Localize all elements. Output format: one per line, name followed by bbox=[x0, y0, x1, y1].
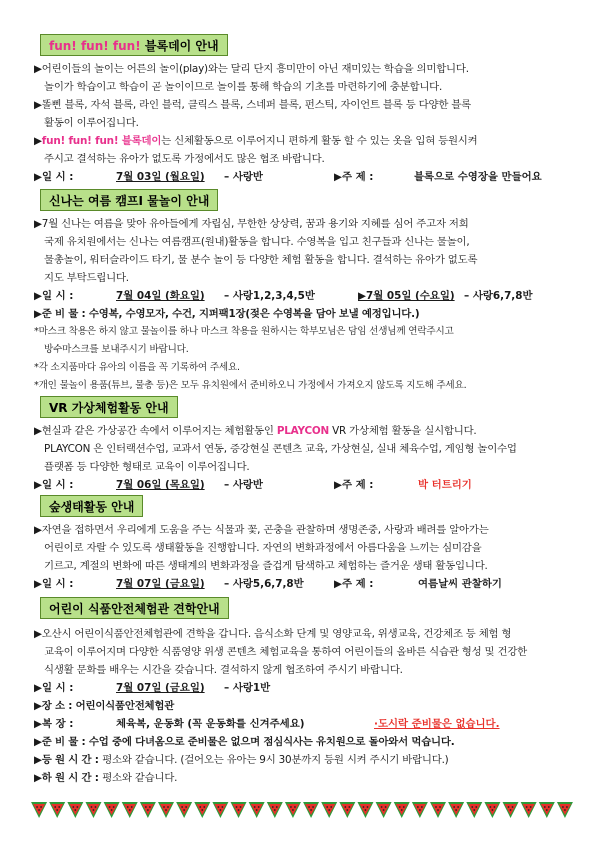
schedule-row: ▶일 시 : 7월 04일 (화요일) – 사랑1,2,3,4,5반 ▶7월 05일 (수요일) – 사랑6,7,8반 bbox=[34, 287, 574, 305]
section-title-food-safety: 어린이 식품안전체험관 견학안내 bbox=[40, 597, 229, 619]
watermelon-slice-icon bbox=[285, 802, 301, 818]
section-title-forest: 숲생태활동 안내 bbox=[40, 495, 143, 517]
schedule-row: ▶일 시 : 7월 06일 (목요일) – 사랑반 ▶주 제 : 박 터트리기 bbox=[34, 476, 574, 494]
watermelon-slice-icon bbox=[376, 802, 392, 818]
watermelon-slice-icon bbox=[448, 802, 464, 818]
paragraph-line: 플랫폼 등 다양한 형태로 교육이 이루어집니다. bbox=[44, 461, 250, 473]
class-value: – 사랑5,6,7,8반 bbox=[224, 578, 304, 590]
schedule-row: ▶일 시 : 7월 07일 (금요일) – 사랑5,6,7,8반 ▶주 제 : 여름날씨 관찰하기 bbox=[34, 575, 574, 593]
watermelon-slice-icon bbox=[104, 802, 120, 818]
leave-line: ▶하 원 시 간 : 평소와 같습니다. bbox=[34, 772, 178, 784]
schedule-row: ▶일 시 : 7월 07일 (금요일) – 사랑1반 bbox=[34, 679, 574, 697]
paragraph-line: 활동이 이루어집니다. bbox=[44, 117, 139, 129]
schedule-row: ▶일 시 : 7월 03일 (월요일) – 사랑반 ▶주 제 : 블록으로 수영장을 만들어요 bbox=[34, 168, 574, 186]
lunch-note: ·도시락 준비물은 없습니다. bbox=[374, 718, 500, 730]
paragraph-line: 놀이가 학습이고 학습이 곧 놀이이므로 놀이를 통해 학습의 기초를 마련하기에 충분합니다. bbox=[44, 81, 443, 93]
paragraph-line: 어린이로 자랄 수 있도록 생태활동을 진행합니다. 자연의 변화과정에서 아름다움을 느끼는 심미감을 bbox=[44, 542, 482, 554]
watermelon-slice-icon bbox=[557, 802, 573, 818]
section-title-vr: VR 가상체험활동 안내 bbox=[40, 396, 178, 418]
watermelon-slice-icon bbox=[503, 802, 519, 818]
watermelon-slice-icon bbox=[339, 802, 355, 818]
watermelon-slice-icon bbox=[249, 802, 265, 818]
paragraph-line: 물총놀이, 워터슬라이드 타기, 물 분수 놀이 등 다양한 체험 활동을 합니다. 결석하는 유아가 없도록 bbox=[44, 254, 478, 266]
date-value: 7월 07일 (금요일) bbox=[116, 682, 205, 694]
watermelon-slice-icon bbox=[303, 802, 319, 818]
theme-value: 박 터트리기 bbox=[418, 479, 472, 491]
watermelon-slice-icon bbox=[521, 802, 537, 818]
watermelon-slice-icon bbox=[539, 802, 555, 818]
place-line: ▶장 소 : 어린이식품안전체험관 bbox=[34, 700, 175, 712]
watermelon-slice-icon bbox=[212, 802, 228, 818]
class-value: – 사랑6,7,8반 bbox=[464, 290, 533, 302]
watermelon-slice-icon bbox=[49, 802, 65, 818]
date-value: ▶7월 05일 (수요일) bbox=[358, 290, 455, 302]
watermelon-slice-icon bbox=[267, 802, 283, 818]
note-line: *각 소지품마다 유아의 이름을 꼭 기록하여 주세요. bbox=[34, 362, 240, 373]
watermelon-slice-icon bbox=[194, 802, 210, 818]
section-title-blockday: fun! fun! fun! 블록데이 안내 bbox=[40, 34, 228, 56]
paragraph-line: 국제 유치원에서는 신나는 여름캠프(원내)활동을 합니다. 수영복을 입고 친구들과 신나는 물놀이, bbox=[44, 236, 470, 248]
watermelon-border bbox=[30, 799, 574, 821]
date-value: 7월 07일 (금요일) bbox=[116, 578, 205, 590]
paragraph-line: 주시고 결석하는 유아가 없도록 가정에서도 많은 협조 바랍니다. bbox=[44, 153, 325, 165]
date-value: 7월 03일 (월요일) bbox=[116, 171, 205, 183]
watermelon-slice-icon bbox=[85, 802, 101, 818]
watermelon-slice-icon bbox=[394, 802, 410, 818]
theme-value: 블록으로 수영장을 만들어요 bbox=[414, 171, 542, 183]
paragraph-line: ▶오산시 어린이식품안전체험관에 견학을 갑니다. 음식소화 단계 및 영양교육, 위생교육, 건강체조 등 체험 형 bbox=[34, 628, 512, 640]
watermelon-slice-icon bbox=[231, 802, 247, 818]
date-value: 7월 06일 (목요일) bbox=[116, 479, 205, 491]
paragraph-line: ▶fun! fun! fun! 블록데이는 신체활동으로 이루어지니 편하게 활동 할 수 있는 옷을 입혀 등원시켜 bbox=[34, 135, 478, 147]
date-value: 7월 04일 (화요일) bbox=[116, 290, 205, 302]
paragraph-line: ▶똘삔 블록, 자석 블록, 라인 블럭, 클릭스 블록, 스네퍼 블록, 펀스틱, 자이언트 블록 등 다양한 블록 bbox=[34, 99, 471, 111]
paragraph-line: 기르고, 계절의 변화에 따른 생태계의 변화과정을 즐겁게 탐색하고 체험하는 즐거운 생태 활동입니다. bbox=[44, 560, 488, 572]
paragraph-line: 교육이 이루어지며 다양한 식품영양 위생 콘텐츠 체험교육을 통하여 어린이들의 올바른 식습관 형성 및 건강한 bbox=[44, 646, 528, 658]
watermelon-slice-icon bbox=[176, 802, 192, 818]
watermelon-slice-icon bbox=[31, 802, 47, 818]
watermelon-slice-icon bbox=[122, 802, 138, 818]
paragraph-line: ▶7월 신나는 여름을 맞아 유아들에게 자립심, 무한한 상상력, 꿈과 용기와 지혜를 심어 주고자 저희 bbox=[34, 218, 469, 230]
clothes-row: ▶복 장 : 체육복, 운동화 (꼭 운동화를 신겨주세요) ·도시락 준비물은 없습니다. bbox=[34, 715, 574, 733]
watermelon-slice-icon bbox=[357, 802, 373, 818]
class-value: – 사랑1반 bbox=[224, 682, 271, 694]
paragraph-line: 식생활 문화를 배우는 시간을 갖습니다. 결석하지 않게 협조하여 주시기 바랍니다. bbox=[44, 664, 403, 676]
watermelon-slice-icon bbox=[466, 802, 482, 818]
section-blockday bbox=[34, 34, 574, 186]
section-summer-camp bbox=[34, 189, 574, 395]
watermelon-slice-icon bbox=[158, 802, 174, 818]
supplies-line: ▶준 비 물 : 수영복, 수영모자, 수건, 지퍼팩1장(젖은 수영복을 담아 보낼 예정입니다.) bbox=[34, 308, 420, 320]
paragraph-line: 지도 부탁드립니다. bbox=[44, 272, 129, 284]
watermelon-slice-icon bbox=[321, 802, 337, 818]
watermelon-slice-icon bbox=[430, 802, 446, 818]
note-line: *마스크 착용은 하지 않고 물놀이를 하나 마스크 착용을 원하시는 학부모님은 담임 선생님께 연락주시고 bbox=[34, 326, 454, 337]
watermelon-slice-icon bbox=[140, 802, 156, 818]
watermelon-slice-icon bbox=[484, 802, 500, 818]
section-food-safety bbox=[34, 597, 574, 787]
note-line: *개인 물놀이 용품(튜브, 물총 등)은 모두 유치원에서 준비하오니 가정에서 가져오지 않도록 지도해 주세요. bbox=[34, 380, 467, 391]
note-line: 방수마스크를 보내주시기 바랍니다. bbox=[44, 344, 189, 355]
paragraph-line: ▶현실과 같은 가상공간 속에서 이루어지는 체험활동인 PLAYCON VR 가상체험 활동을 실시합니다. bbox=[34, 425, 477, 437]
class-value: – 사랑반 bbox=[224, 479, 263, 491]
watermelon-slice-icon bbox=[412, 802, 428, 818]
clothes-value: 체육복, 운동화 (꼭 운동화를 신겨주세요) bbox=[116, 718, 305, 730]
theme-value: 여름날씨 관찰하기 bbox=[418, 578, 502, 590]
class-value: – 사랑1,2,3,4,5반 bbox=[224, 290, 315, 302]
section-title-summer-camp: 신나는 여름 캠프Ⅰ 물놀이 안내 bbox=[40, 189, 218, 211]
supplies-line: ▶준 비 물 : 수업 중에 다녀옴으로 준비물은 없으며 점심식사는 유치원으로 돌아와서 먹습니다. bbox=[34, 736, 455, 748]
paragraph-line: ▶자연을 접하면서 우리에게 도움을 주는 식물과 꽃, 곤충을 관찰하며 생명존중, 사랑과 배려를 알아가는 bbox=[34, 524, 489, 536]
arrive-line: ▶등 원 시 간 : 평소와 같습니다. (걸어오는 유아는 9시 30분까지 등원 시켜 주시기 바랍니다.) bbox=[34, 754, 449, 766]
class-value: – 사랑반 bbox=[224, 171, 263, 183]
watermelon-slice-icon bbox=[67, 802, 83, 818]
section-vr bbox=[34, 396, 574, 494]
section-forest bbox=[34, 495, 574, 593]
paragraph-line: PLAYCON 은 인터랙션수업, 교과서 연동, 증강현실 콘텐츠 교육, 가상현실, 실내 체육수업, 게임형 놀이수업 bbox=[44, 443, 517, 455]
paragraph-line: ▶어린이들의 놀이는 어른의 놀이(play)와는 달리 단지 흥미만이 아닌 재미있는 학습을 의미합니다. bbox=[34, 63, 469, 75]
